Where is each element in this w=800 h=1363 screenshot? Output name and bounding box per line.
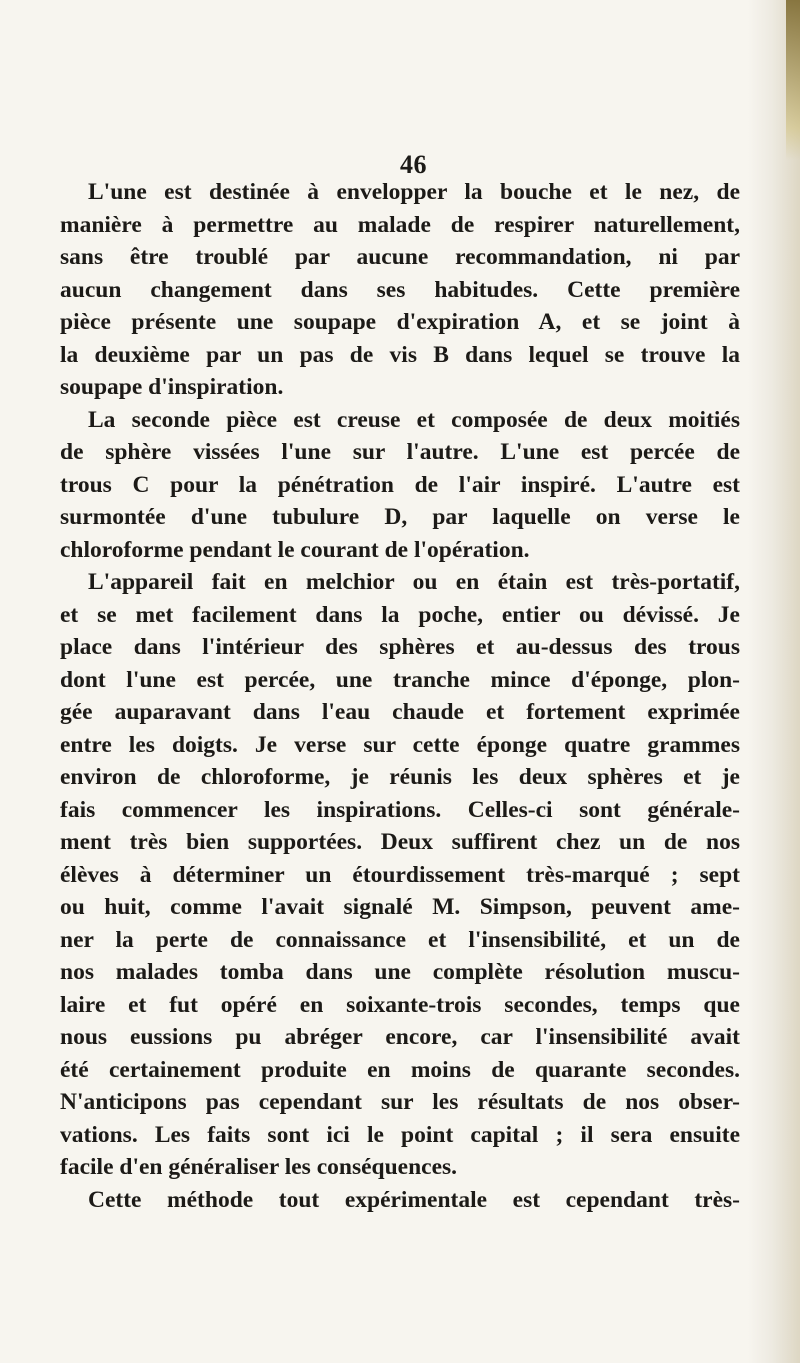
text-line: facile d'en généraliser les conséquences. <box>60 1154 458 1180</box>
text-line: surmontée d'une tubulure D, par laquelle on verse le <box>60 504 740 530</box>
text-line: sans être troublé par aucune recommandation, ni par <box>60 244 740 270</box>
text-line: L'une est destinée à envelopper la bouche et le nez, de <box>88 179 740 205</box>
text-line: la deuxième par un pas de vis B dans lequel se trouve la <box>60 341 740 368</box>
text-line: été certainement produite en moins de quarante secondes. <box>60 1056 740 1083</box>
text-line: dont l'une est percée, une tranche mince d'éponge, plon- <box>60 666 740 693</box>
text-line: entre les doigts. Je verse sur cette éponge quatre grammes <box>60 731 740 758</box>
text-line: élèves à déterminer un étourdissement très-marqué ; sept <box>60 861 740 888</box>
text-line: fais commencer les inspirations. Celles-ci sont générale- <box>60 796 740 823</box>
text-line: ner la perte de connaissance et l'insensibilité, et un de <box>60 926 740 953</box>
text-line: manière à permettre au malade de respirer naturellement, <box>60 211 740 238</box>
page-number: 46 <box>400 150 427 179</box>
text-line: nos malades tomba dans une complète résolution muscu- <box>60 959 740 985</box>
body-text <box>60 176 740 1216</box>
text-line: environ de chloroforme, je réunis les deux sphères et je <box>60 764 740 790</box>
text-line: nous eussions pu abréger encore, car l'insensibilité avait <box>60 1024 740 1050</box>
text-line: place dans l'intérieur des sphères et au-dessus des trous <box>60 634 740 660</box>
text-line: L'appareil fait en melchior ou en étain est très-portatif, <box>88 569 740 595</box>
text-line: laire et fut opéré en soixante-trois secondes, temps que <box>60 991 740 1018</box>
text-line: La seconde pièce est creuse et composée de deux moitiés <box>88 406 740 433</box>
page-edge-shadow <box>748 0 800 1363</box>
text-line: gée auparavant dans l'eau chaude et fortement exprimée <box>60 699 740 725</box>
text-line: aucun changement dans ses habitudes. Cette première <box>60 276 740 303</box>
text-line: chloroforme pendant le courant de l'opération. <box>60 536 530 563</box>
text-line: ment très bien supportées. Deux suffirent chez un de nos <box>60 829 740 855</box>
text-line: trous C pour la pénétration de l'air inspiré. L'autre est <box>60 471 740 498</box>
text-line: de sphère vissées l'une sur l'autre. L'une est percée de <box>60 439 740 465</box>
page-edge-stain <box>786 0 800 160</box>
text-line: Cette méthode tout expérimentale est cependant très- <box>88 1186 740 1213</box>
text-line: et se met facilement dans la poche, entier ou dévissé. Je <box>60 601 740 628</box>
text-line: ou huit, comme l'avait signalé M. Simpson, peuvent ame- <box>60 894 740 920</box>
text-line: vations. Les faits sont ici le point capital ; il sera ensuite <box>60 1121 740 1148</box>
text-line: soupape d'inspiration. <box>60 374 284 400</box>
text-line: pièce présente une soupape d'expiration A, et se joint à <box>60 309 740 335</box>
text-line: N'anticipons pas cependant sur les résultats de nos obser- <box>60 1089 740 1115</box>
